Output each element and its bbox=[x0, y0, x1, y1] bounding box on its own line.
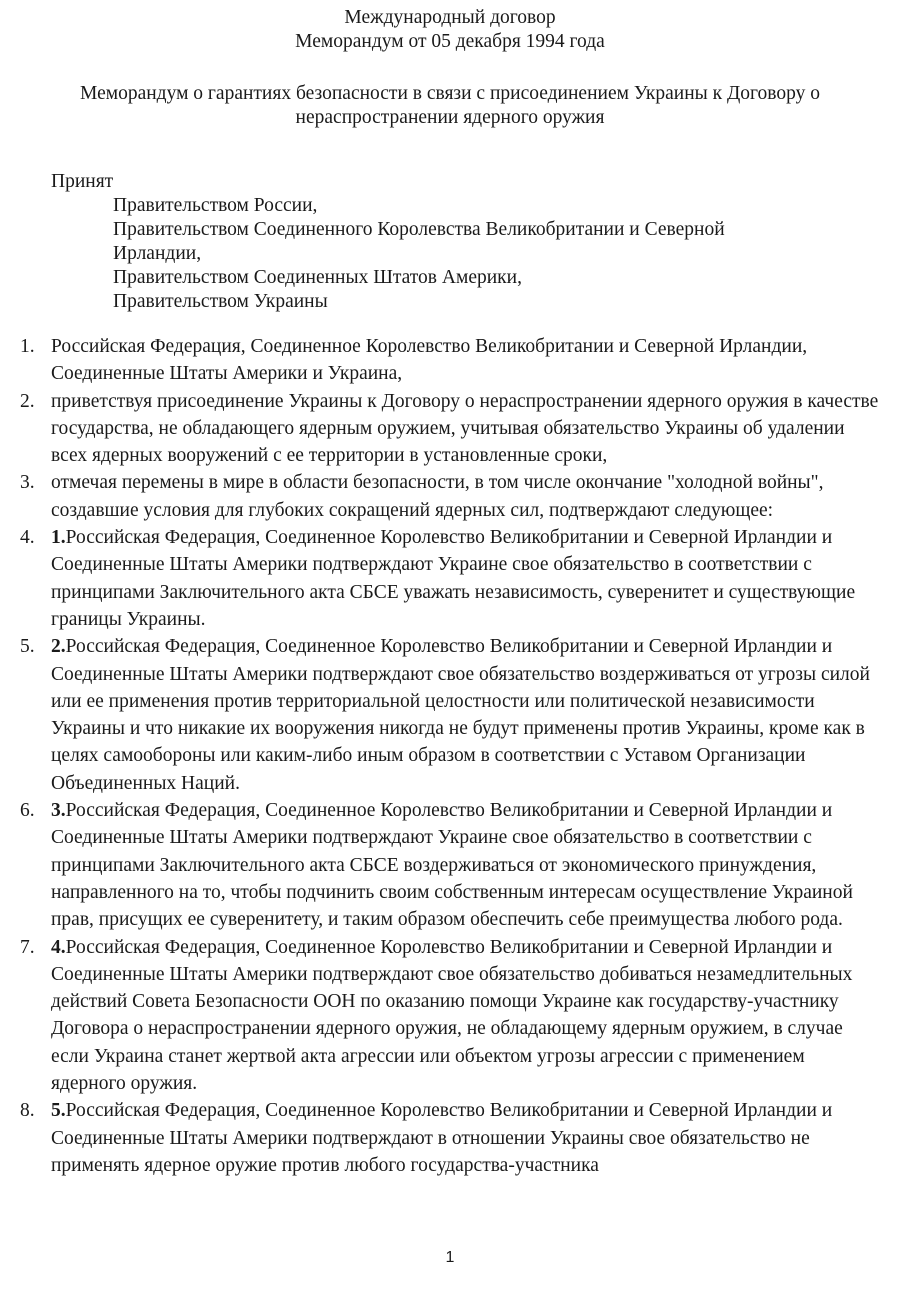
adopting-party: Правительством Соединенного Королевства Великобритании и Северной Ирландии, bbox=[113, 219, 725, 264]
adopted-by-section bbox=[51, 170, 811, 314]
adopted-label: Принят bbox=[51, 171, 114, 192]
list-item bbox=[0, 524, 880, 633]
list-item-text: Российская Федерация, Соединенное Королевство Великобритании и Северной Ирландии, Соединенные Штаты Америки и Украина, bbox=[51, 336, 808, 385]
document-header bbox=[0, 6, 900, 54]
document-type: Международный договор bbox=[344, 7, 556, 28]
list-item bbox=[0, 797, 880, 933]
memorandum-date: Меморандум от 05 декабря 1994 года bbox=[295, 31, 605, 52]
memorandum-points-list bbox=[0, 333, 880, 1179]
adopting-party: Правительством Соединенных Штатов Америки, bbox=[113, 267, 522, 288]
list-item-number: 2. bbox=[20, 390, 35, 412]
list-item-number: 5. bbox=[20, 636, 35, 658]
list-item-number: 1. bbox=[20, 336, 35, 357]
list-item-text: Российская Федерация, Соединенное Королевство Великобритании и Северной Ирландии и Соединенные Штаты Америки подтверждают свое обязательство воздерживаться от угрозы силой или ее применения против территориальной целостности или политической независимости Украины и что никакие их вооружения никогда не будут применены против Украины, кроме как в целях самообороны или каким-либо иным образом в соответствии с Уставом Организации Объединенных Наций. bbox=[51, 636, 870, 794]
list-item-number: 3. bbox=[20, 472, 35, 494]
adopting-party: Правительством Украины bbox=[113, 291, 328, 312]
list-item-number: 6. bbox=[20, 800, 35, 822]
adopting-party: Правительством России, bbox=[113, 195, 318, 216]
list-item-number: 4. bbox=[20, 527, 35, 549]
list-item bbox=[0, 469, 880, 524]
list-item bbox=[0, 333, 880, 388]
document-title: Меморандум о гарантиях безопасности в связи с присоединением Украины к Договору о нераспространении ядерного оружия bbox=[80, 83, 820, 128]
list-item-text: Российская Федерация, Соединенное Королевство Великобритании и Северной Ирландии и Соединенные Штаты Америки подтверждают свое обязательство добиваться незамедлительных действий Совета Безопасности ООН по оказанию помощи Украине как государству-участнику Договора о нераспространении ядерного оружия, не обладающему ядерным оружием, в случае если Украина станет жертвой акта агрессии или объектом угрозы агрессии с применением ядерного оружия. bbox=[51, 936, 853, 1095]
article-number: 2. bbox=[51, 636, 66, 658]
page-number: 1 bbox=[445, 1249, 455, 1266]
article-number: 3. bbox=[51, 800, 66, 822]
list-item bbox=[0, 1097, 880, 1179]
list-item-text: Российская Федерация, Соединенное Королевство Великобритании и Северной Ирландии и Соединенные Штаты Америки подтверждают Украине свое обязательство в соответствии с принципами Заключительного акта СБСЕ воздерживаться от экономического принуждения, направленного на то, чтобы подчинить своим собственным интересам осуществление Украиной прав, присущих ее суверенитету, и таким образом обеспечить себе преимущества любого рода. bbox=[51, 800, 853, 931]
list-item bbox=[0, 633, 880, 797]
article-number: 4. bbox=[51, 936, 66, 958]
article-number: 5. bbox=[51, 1100, 66, 1122]
list-item-number: 7. bbox=[20, 936, 35, 958]
list-item bbox=[0, 388, 880, 470]
list-item-text: Российская Федерация, Соединенное Королевство Великобритании и Северной Ирландии и Соединенные Штаты Америки подтверждают Украине свое обязательство в соответствии с принципами Заключительного акта СБСЕ уважать независимость, суверенитет и существующие границы Украины. bbox=[51, 527, 856, 630]
list-item-text: приветствуя присоединение Украины к Договору о нераспространении ядерного оружия в качестве государства, не обладающего ядерным оружием, учитывая обязательство Украины об удалении всех ядерных вооружений с ее территории в установленные сроки, bbox=[51, 390, 879, 467]
list-item-text: отмечая перемены в мире в области безопасности, в том числе окончание "холодной войны", создавшие условия для глубоких сокращений ядерных сил, подтверждают следующее: bbox=[51, 472, 824, 521]
list-item-number: 8. bbox=[20, 1100, 35, 1122]
list-item-text: Российская Федерация, Соединенное Королевство Великобритании и Северной Ирландии и Соединенные Штаты Америки подтверждают в отношении Украины свое обязательство не применять ядерное оружие против любого государства-участника bbox=[51, 1100, 833, 1176]
list-item bbox=[0, 934, 880, 1098]
article-number: 1. bbox=[51, 527, 66, 549]
